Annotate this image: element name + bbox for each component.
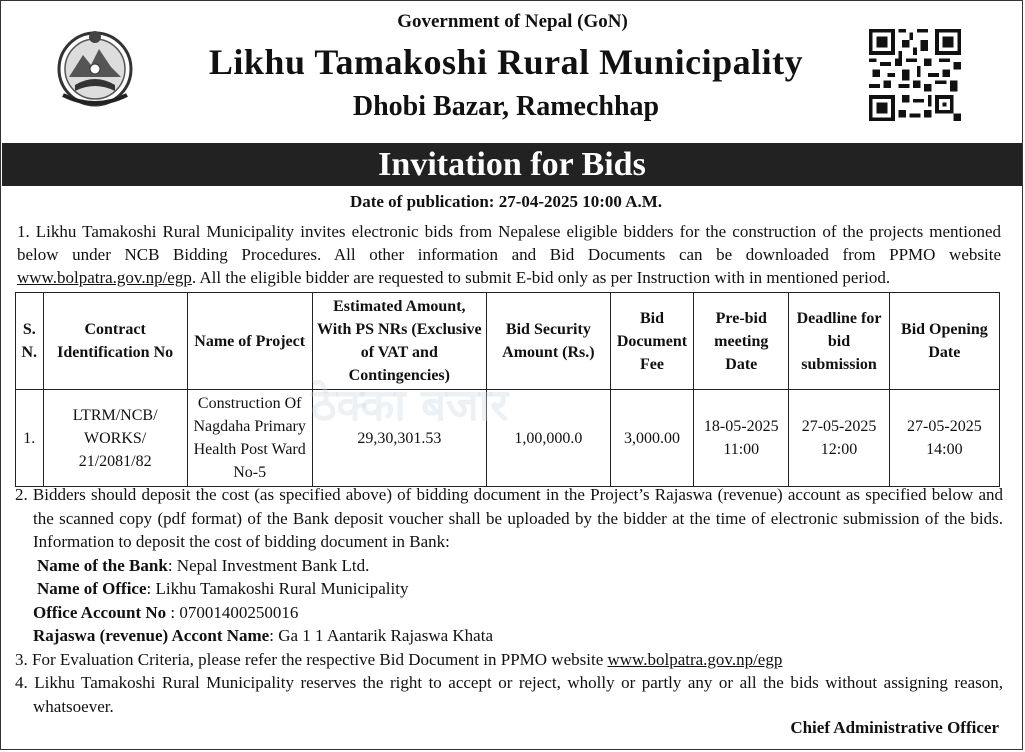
account-label: Office Account No xyxy=(33,602,167,622)
office-name-line xyxy=(15,577,1003,601)
header-prebid-date: Pre-bid meeting Date xyxy=(694,293,789,390)
header-estimated-amount: Estimated Amount, With PS NRs (Exclusive of VAT and Contingencies) xyxy=(312,293,486,390)
bank-label: Name of the Bank xyxy=(37,555,168,575)
table-header-row xyxy=(16,293,1000,390)
rajaswa-line xyxy=(15,624,1003,648)
header-sn: S. N. xyxy=(16,293,44,390)
note-3-text: 3. For Evaluation Criteria, please refer the respective Bid Document in PPMO website xyxy=(15,649,608,669)
table-row xyxy=(16,390,1000,487)
paragraph-1-text-b: . All the eligible bidder are requested to submit E-bid only as per Instruction with in mentioned period. xyxy=(191,268,891,287)
notes xyxy=(15,483,1003,718)
rajaswa-label: Rajaswa (revenue) Accont Name xyxy=(33,626,270,645)
watermark: ठेक्का बजार xyxy=(311,380,509,431)
rajaswa-value: : Ga 1 1 Aantarik Rajaswa Khata xyxy=(269,626,493,645)
paragraph-1-text-a: 1. Likhu Tamakoshi Rural Municipality invites electronic bids from Nepalese eligible bidders for the construction of the projects mentioned below under NCB Bidding Procedures. All other information and Bid Documents can be downloaded from PPMO website xyxy=(17,222,1001,264)
ppmo-link[interactable]: www.bolpatra.gov.np/egp xyxy=(17,268,192,287)
cell-estimated-amount: 29,30,301.53 xyxy=(312,390,486,487)
account-no-line xyxy=(15,601,1003,625)
office-label: Name of Office xyxy=(37,579,147,598)
note-3 xyxy=(15,648,1003,672)
account-value: : 07001400250016 xyxy=(166,602,299,622)
bank-name-line xyxy=(15,554,1003,578)
signature: Chief Administrative Officer xyxy=(790,718,999,737)
paragraph-1 xyxy=(17,220,1001,289)
cell-bid-security: 1,00,000.0 xyxy=(486,390,610,487)
cell-opening-date: 27-05-2025 14:00 xyxy=(889,390,999,487)
cell-contract-id: LTRM/NCB/ WORKS/ 21/2081/82 xyxy=(43,390,187,487)
cell-document-fee: 3,000.00 xyxy=(610,390,693,487)
ppmo-link-2[interactable]: www.bolpatra.gov.np/egp xyxy=(607,649,783,669)
publication-date: Date of publication: 27-04-2025 10:00 A.M. xyxy=(349,192,663,211)
cell-prebid-date: 18-05-2025 11:00 xyxy=(694,390,789,487)
office-value: : Likhu Tamakoshi Rural Municipality xyxy=(146,579,409,598)
municipality-name: Likhu Tamakoshi Rural Municipality xyxy=(208,42,804,82)
header-contract-id: Contract Identification No xyxy=(43,293,187,390)
note-4: 4. Likhu Tamakoshi Rural Municipality reserves the right to accept or reject, wholly or partly any or all the bids without assigning reason, whatsoever. xyxy=(15,673,1003,716)
municipality-address: Dhobi Bazar, Ramechhap xyxy=(352,91,660,122)
notice-title-banner: Invitation for Bids xyxy=(2,143,1022,186)
header-bid-security: Bid Security Amount (Rs.) xyxy=(486,293,610,390)
cell-project-name: Construction Of Nagdaha Primary Health Post Ward No-5 xyxy=(187,390,312,487)
header-project-name: Name of Project xyxy=(187,293,312,390)
header-document-fee: Bid Document Fee xyxy=(610,293,693,390)
header-deadline: Deadline for bid submission xyxy=(789,293,889,390)
bank-value: : Nepal Investment Bank Ltd. xyxy=(167,555,370,575)
cell-deadline: 27-05-2025 12:00 xyxy=(789,390,889,487)
government-title: Government of Nepal (GoN) xyxy=(397,11,628,32)
bid-table xyxy=(15,292,1000,487)
header-opening-date: Bid Opening Date xyxy=(889,293,999,390)
cell-sn: 1. xyxy=(16,390,44,487)
note-2: 2. Bidders should deposit the cost (as specified above) of bidding document in the Project’s Rajaswa (revenue) account as specified below and the scanned copy (pdf format) of the Bank deposit voucher shall be uploaded by the bidder at the time of electronic submission of the bids. Information to deposit the cost of bidding document in Bank: xyxy=(15,485,1003,551)
